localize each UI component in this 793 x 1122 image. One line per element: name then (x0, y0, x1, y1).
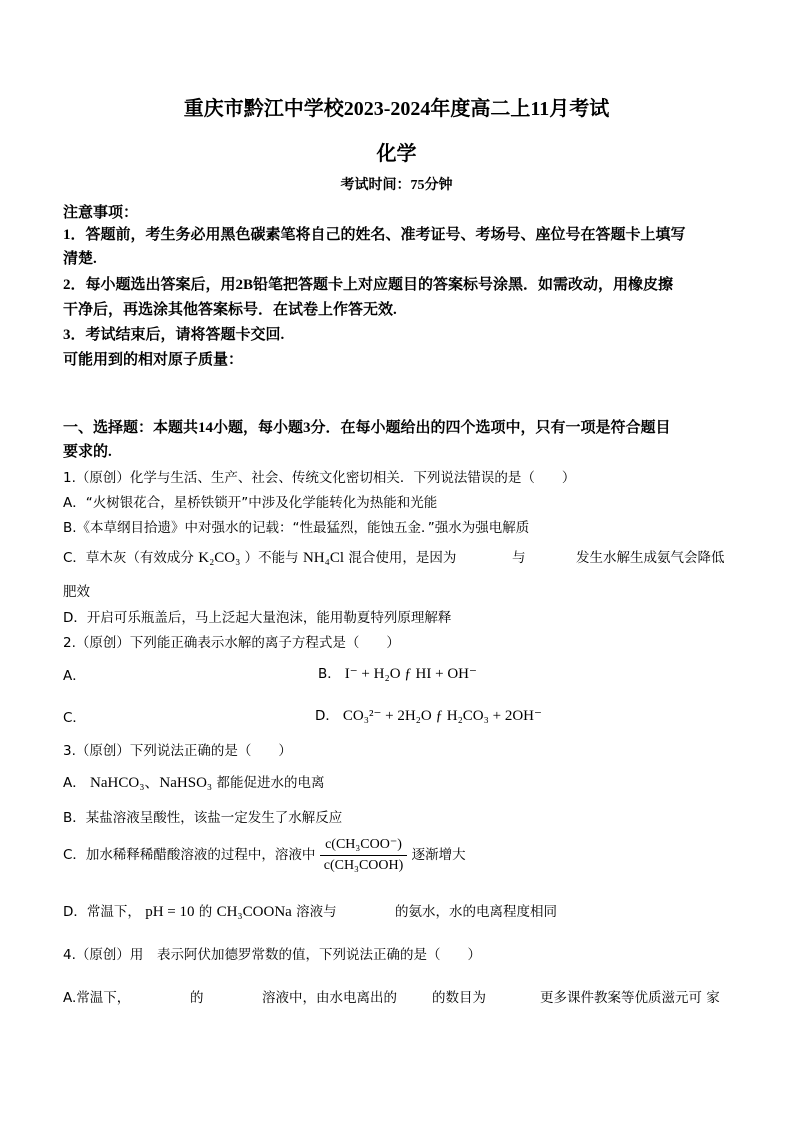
q3-d-ph: pH = 10 (145, 904, 195, 920)
q1-c-nh4cl: NH₄Cl (302, 550, 345, 566)
q2-d-equation: CO₃²⁻ + 2H₂O ƒ H₂CO₃ + 2OH⁻ (342, 708, 542, 724)
q3-a-post: 都能促进水的电离 (216, 775, 325, 791)
q2-option-d (315, 704, 542, 725)
q4-stem-suffix: 表示阿伏加德罗常数的值，下列说法正确的是（ ） (157, 947, 481, 963)
section-heading-line-a: 一、选择题：本题共14小题，每小题3分．在每小题给出的四个选项中，只有一项是符合题目 (63, 420, 671, 436)
note-1-line-a: 1．答题前，考生务必用黑色碳素笔将自己的姓名、准考证号、考场号、座位号在答题卡上填写 (63, 227, 686, 243)
q4-stem-prefix: 4.（原创）用 (63, 947, 144, 963)
q2-option-a: A． (63, 668, 86, 684)
q1-c-mid: ）不能与 (244, 550, 299, 566)
q3-c-numerator: c(CH₃COO⁻) (320, 836, 408, 856)
note-2-line-a: 2．每小题选出答案后，用2B铅笔把答题卡上对应题目的答案标号涂黑．如需改动，用橡皮擦 (63, 277, 674, 293)
q3-c-post: 逐渐增大 (411, 847, 466, 863)
section-heading-line-b: 要求的. (63, 444, 112, 460)
q1-c-continuation: 肥效 (63, 584, 90, 600)
q3-d-prefix: D．常温下， (63, 904, 141, 920)
q3-stem: 3.（原创）下列说法正确的是（ ） (63, 743, 292, 759)
footer-watermark-text: 更多课件教案等优质滋元可 家 (540, 990, 720, 1006)
q1-option-a: A．“火树银花合，星桥铁锁开”中涉及化学能转化为热能和光能 (63, 495, 438, 511)
q3-a-formula: NaHCO₃、NaHSO₃ (90, 775, 213, 791)
q2-option-c: C． (63, 710, 86, 726)
note-2-line-b: 干净后，再选涂其他答案标号．在试卷上作答无效. (63, 302, 397, 318)
q3-c-prefix: C．加水稀释稀醋酸溶液的过程中，溶液中 (63, 847, 316, 863)
q1-c-k2co3: K₂CO₃ (198, 550, 241, 566)
note-3: 3．考试结束后，请将答题卡交回. (63, 327, 285, 343)
q2-option-b (318, 662, 477, 683)
exam-time: 考试时间：75分钟 (340, 178, 453, 193)
atomic-mass-note: 可能用到的相对原子质量： (63, 352, 244, 368)
q4-option-a-solution: 溶液中，由水电离出的 (262, 990, 397, 1006)
notes-heading: 注意事项： (63, 205, 139, 221)
q1-c-end: 发生水解生成氨气会降低 (576, 550, 725, 566)
q4-option-a-de: 的 (190, 990, 204, 1006)
q3-c-fraction (320, 836, 408, 874)
q1-option-d: D．开启可乐瓶盖后，马上泛起大量泡沫，能用勒夏特列原理解释 (63, 610, 452, 626)
q3-d-mid: 的 (198, 904, 213, 920)
q2-stem: 2.（原创）下列能正确表示水解的离子方程式是（ ） (63, 635, 400, 651)
q3-d-end: 的氨水，水的电离程度相同 (395, 904, 557, 920)
q3-option-d (63, 900, 337, 921)
q3-d-post: 溶液与 (296, 904, 337, 920)
q1-option-c (63, 546, 456, 567)
q1-c-post: 混合使用，是因为 (348, 550, 457, 566)
q1-c-prefix: C．草木灰（有效成分 (63, 550, 194, 566)
q2-b-label: B． (318, 666, 341, 682)
q4-option-a-prefix: A.常温下， (63, 990, 131, 1006)
q4-option-a-number: 的数目为 (432, 990, 486, 1006)
q2-d-label: D． (315, 708, 339, 724)
page-title: 重庆市黔江中学校2023-2024年度高二上11月考试 (183, 98, 610, 120)
note-1-line-b: 清楚. (63, 251, 97, 267)
q1-option-b: B.《本草纲目拾遗》中对强水的记载：“性最猛烈，能蚀五金．”强水为强电解质 (63, 520, 530, 536)
q1-c-with: 与 (512, 550, 526, 566)
q1-stem: 1.（原创）化学与生活、生产、社会、传统文化密切相关．下列说法错误的是（ ） (63, 470, 576, 486)
q3-a-label: A． (63, 775, 86, 791)
q3-d-salt: CH₃COONa (216, 904, 292, 920)
q2-b-equation: I⁻ + H₂O ƒ HI + OH⁻ (344, 666, 477, 682)
q3-option-a (63, 771, 324, 792)
q3-option-c (63, 836, 466, 874)
q3-option-b: B．某盐溶液呈酸性，该盐一定发生了水解反应 (63, 810, 343, 826)
subject-title: 化学 (376, 143, 417, 165)
q3-c-denominator: c(CH₃COOH) (323, 858, 404, 873)
